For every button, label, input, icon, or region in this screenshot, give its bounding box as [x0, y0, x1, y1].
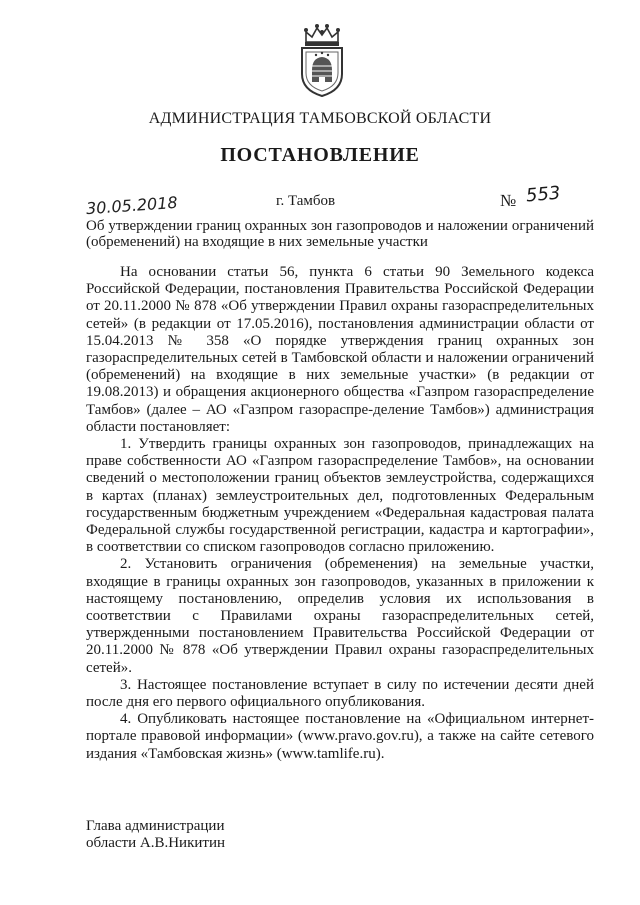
clause-1-paragraph: 1. Утвердить границы охранных зон газопроводов, принадлежащих на праве собственности АО «Газпром газораспределение Тамбов», на основании сведений о местоположении границ объектов землеустройства, содержащихся в картах (планах) землеустроительных дел, подготовленных Федеральным государственным бюджетным учреждением «Федеральная кадастровая палата Федеральной службы государственной регистрации, кадастра и картографии», в соответствии со списком газопроводов согласно приложению.	[86, 436, 594, 556]
document-subject: Об утверждении границ охранных зон газопроводов и наложении ограничений (обременений) на входящие в них земельные участки	[86, 218, 594, 250]
organization-title: АДМИНИСТРАЦИЯ ТАМБОВСКОЙ ОБЛАСТИ	[148, 110, 492, 127]
issue-city: г. Тамбов	[276, 193, 336, 209]
signature-block	[86, 818, 225, 852]
clause-2-paragraph: 2. Установить ограничения (обременения) на земельные участки, входящие в границы охранных зон газопроводов, указанных в приложении к настоящему постановлению, определив условия их использования в соответствии с Правилами охраны газораспределительных сетей, утвержденными постановлением Правительства Российской Федерации от 20.11.2000 № 878 «Об утверждении Правил охраны газораспределительных сетей».	[86, 556, 594, 676]
number-sign: №	[500, 191, 517, 210]
handwritten-document-number: 553	[525, 182, 562, 207]
signature-title: Глава администрации	[86, 818, 225, 834]
clause-3-paragraph: 3. Настоящее постановление вступает в силу по истечении десяти дней после дня его первого официального опубликования.	[86, 676, 594, 711]
signature-name: области А.В.Никитин	[86, 835, 226, 851]
document-type-heading: ПОСТАНОВЛЕНИЕ	[220, 144, 420, 166]
handwritten-date: 30.05.2018	[85, 192, 179, 219]
document-body	[86, 264, 594, 763]
clause-4-paragraph: 4. Опубликовать настоящее постановление на «Официальном интернет-портале правовой информации» (www.pravo.gov.ru), а также на сайте сетевого издания «Тамбовская жизнь» (www.tamlife.ru).	[86, 711, 594, 762]
tambov-coat-of-arms-icon	[294, 22, 350, 98]
preamble-paragraph: На основании статьи 56, пункта 6 статьи 90 Земельного кодекса Российской Федерации, постановления Правительства Российской Федерации от 20.11.2000 № 878 «Об утверждении Правил охраны газораспределительных сетей» (в редакции от 17.05.2016), постановления администрации области от 15.04.2013 № 358 «О порядке утверждения границ охранных зон газораспределительных сетей в Тамбовской области и наложении ограничений (обременений) на входящие в них земельные участки» (в редакции от 19.08.2013) и обращения акционерного общества «Газпром газораспределение Тамбов» (далее – АО «Газпром газораспре-деление Тамбов») администрация области постановляет:	[86, 264, 594, 435]
